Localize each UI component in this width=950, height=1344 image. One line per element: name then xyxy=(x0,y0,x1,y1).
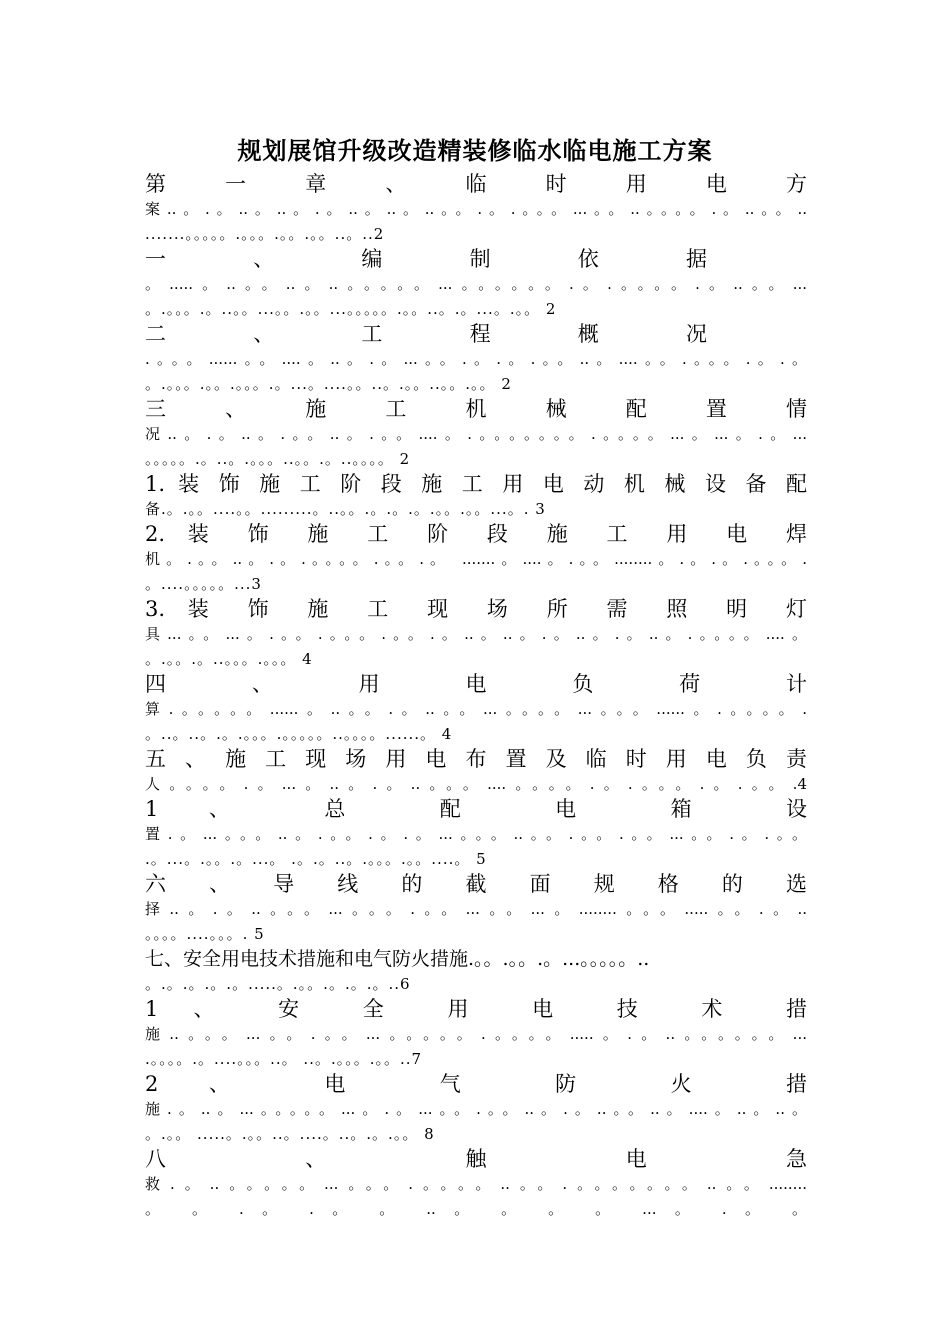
toc-entry[interactable] xyxy=(145,997,807,1072)
toc-entry[interactable] xyxy=(145,1147,807,1222)
toc-line: .。。。......。。....。..。.。...。。.。.。.。。..。....。。.。。。.。.。 xyxy=(145,350,807,368)
toc-line: 。.....。..。。..。..。。。。。...。。。。。。.。.。。。。.。..。。... xyxy=(145,275,807,293)
toc-line: 1. 装 饰 施 工 阶 段 施 工 用 电 动 机 械 设 备 配 xyxy=(145,472,807,496)
toc-line: .......。。。。。.。。。.。。.。。..。..2 xyxy=(145,225,385,243)
toc-line: 。.。.。.。.。.....。.。。.。.。.。..6 xyxy=(145,975,411,993)
toc-line: 八 、 触 电 急 xyxy=(145,1147,807,1171)
toc-line: 七、安全用电技术措施和电气防火措施.。。.。。.。...。。。。。.. xyxy=(145,948,650,970)
toc-line: 。.。。 .....。.。。..。....。..。.。.。。 8 xyxy=(145,1125,435,1143)
toc-line: 。。。。。.。..。.。。。..。。.。..。。。。 2 xyxy=(145,450,411,468)
toc-entry[interactable] xyxy=(145,172,807,247)
toc-line: 况..。.。..。.。。..。.。。....。.。。。。。。。.。。。。...。...。.。... xyxy=(145,425,807,443)
toc-entry[interactable] xyxy=(145,747,807,797)
toc-line: 。.。。。.。..。。...。。.。。...。。。。。.。。..。.。...。.。。 2 xyxy=(145,300,557,318)
toc-line: 备.。.。。....。。.........。..。。.。.。.。.。。.。。...。. 3 xyxy=(145,500,546,518)
toc-line: 具...。。...。.。。.。。。.。。.。..。..。.。..。.。..。.。。。。....。 xyxy=(145,625,807,643)
toc-line: .。。。。.。....。。。..。 ..。.。。。.。。..7 xyxy=(145,1050,423,1068)
toc-line: 五 、 施 工 现 场 用 电 布 置 及 临 时 用 电 负 责 xyxy=(145,747,807,771)
toc-entry[interactable] xyxy=(145,672,807,747)
toc-line: 。....。。。。。...3 xyxy=(145,575,262,593)
toc-line: 3. 装 饰 施 工 现 场 所 需 照 明 灯 xyxy=(145,597,807,621)
toc-entry[interactable] xyxy=(145,397,807,472)
toc-line: 算.。。。。。......。..。。.。..。。...。。。。...。。。......。.。。。。. xyxy=(145,700,807,718)
toc-line: 施..。。。...。。.。。...。。。。。.。。。。.....。.。..。。。。。。... xyxy=(145,1025,807,1043)
toc-entry[interactable] xyxy=(145,247,807,322)
toc-line: 2. 装 饰 施 工 阶 段 施 工 用 电 焊 xyxy=(145,522,807,546)
toc-line: 。 。 . 。 . 。 。 .. 。 。 。 。 ... 。 . 。 。 xyxy=(145,1200,807,1218)
toc-line: 置.。...。。。..。.。。.。.。...。。。..。。.。。.。。...。。.。.。。 xyxy=(145,825,807,843)
toc-line: 第 一 章 、 临 时 用 电 方 xyxy=(145,172,807,196)
toc-line: 四 、 用 电 负 荷 计 xyxy=(145,672,807,696)
toc-line: 。。。。....。。。. 5 xyxy=(145,925,265,943)
toc-line: .。...。.。。.。...。 .。.。..。.。。。.。。....。 5 xyxy=(145,850,487,868)
toc-entry[interactable] xyxy=(145,872,807,947)
toc-entry[interactable] xyxy=(145,522,807,597)
toc-line: 1 、 安 全 用 电 技 术 措 xyxy=(145,997,807,1021)
toc-line: 择..。.。..。。。...。。。.。。...。。...。........。。。.....。。.。.. xyxy=(145,900,807,918)
toc-line: 1 、 总 配 电 箱 设 xyxy=(145,797,807,821)
toc-entry[interactable] xyxy=(145,472,807,522)
toc-line: 施.。..。...。。。。。...。.。...。。.。。..。.。..。。..。....。..。..。 xyxy=(145,1100,807,1118)
toc-entry[interactable] xyxy=(145,597,807,672)
toc-line: 案..。.。..。..。.。..。..。..。。.。.。。。...。。..。。。。.。..。。.. xyxy=(145,200,807,218)
toc-line: 。.。。.。..。。。.。。。 4 xyxy=(145,650,313,668)
toc-line: 机。.。。..。.。.。。。。.。。.。 .......。....。.。。........。.。.。.。。。. xyxy=(145,550,807,568)
toc-line: 。.。。。.。。.。。。.。...。....。。..。.。。..。。.。。 2 xyxy=(145,375,512,393)
toc-line: 人。。。。.。...。..。.。..。。。....。。。。.。.。。。.。.。。.4 xyxy=(145,775,807,793)
document-title: 规划展馆升级改造精装修临水临电施工方案 xyxy=(237,136,713,165)
toc-line: 六 、 导 线 的 截 面 规 格 的 选 xyxy=(145,872,807,896)
toc-line: 二 、 工 程 概 况 xyxy=(145,322,707,346)
toc-entry[interactable] xyxy=(145,322,807,397)
toc-line: 。..。..。.。.。。。.。。。。。..。。。。......。 4 xyxy=(145,725,453,743)
toc-line: 2 、 电 气 防 火 措 xyxy=(145,1072,807,1096)
toc-line: 三 、 施 工 机 械 配 置 情 xyxy=(145,397,807,421)
toc-line: 救.。..。。。。。...。。。.。。。。..。。.。。。。。。。..。。........ xyxy=(145,1175,807,1193)
toc-entry[interactable] xyxy=(145,1072,807,1147)
toc-line: 一 、 编 制 依 据 xyxy=(145,247,707,271)
table-of-contents xyxy=(145,172,807,1222)
toc-entry[interactable] xyxy=(145,947,807,997)
toc-entry[interactable] xyxy=(145,797,807,872)
